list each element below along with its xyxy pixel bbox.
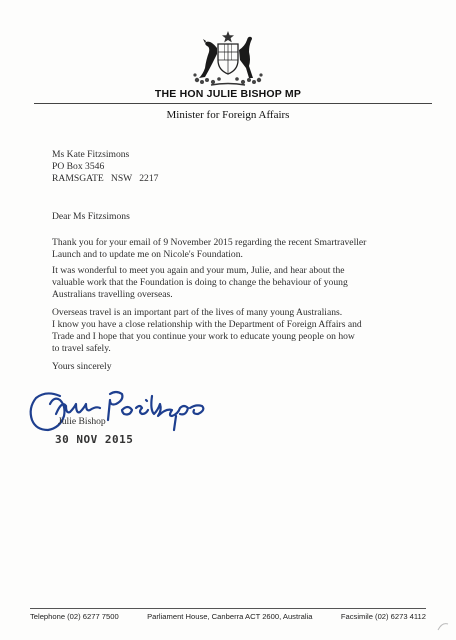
footer <box>30 612 426 621</box>
page-corner-mark-icon <box>436 620 450 632</box>
letterhead-divider <box>34 103 432 104</box>
footer-address: Parliament House, Canberra ACT 2600, Australia <box>147 612 313 621</box>
paragraph-1-line-2: Launch and to update me on Nicole's Foundation. <box>52 249 243 260</box>
paragraph-3-line-1: Overseas travel is an important part of the lives of many young Australians. <box>52 307 343 318</box>
salutation: Dear Ms Fitzsimons <box>52 211 130 222</box>
closing: Yours sincerely <box>52 361 112 372</box>
signatory-name: Julie Bishop <box>58 416 106 427</box>
paragraph-2-line-1: It was wonderful to meet you again and your mum, Julie, and hear about the <box>52 265 345 276</box>
paragraph-3-line-4: to travel safely. <box>52 343 111 354</box>
letterhead-subtitle: Minister for Foreign Affairs <box>166 109 290 121</box>
recipient-locality: RAMSGATE NSW 2217 <box>52 173 159 184</box>
paragraph-2-line-2: valuable work that the Foundation is doing to change the behaviour of young <box>52 277 348 288</box>
recipient-address: PO Box 3546 <box>52 161 105 172</box>
date-stamp: 30 NOV 2015 <box>55 433 134 446</box>
paragraph-2-line-3: Australians travelling overseas. <box>52 289 173 300</box>
handwritten-signature <box>26 386 218 434</box>
footer-facsimile: Facsimile (02) 6273 4112 <box>340 612 426 621</box>
footer-telephone: Telephone (02) 6277 7500 <box>30 612 119 621</box>
coat-of-arms-icon <box>191 30 265 88</box>
footer-divider <box>30 608 426 609</box>
paragraph-3-line-2: I know you have a close relationship with the Department of Foreign Affairs and <box>52 319 362 330</box>
paragraph-1-line-1: Thank you for your email of 9 November 2015 regarding the recent Smartraveller <box>52 237 367 248</box>
letterhead-title: THE HON JULIE BISHOP MP <box>154 88 302 100</box>
paragraph-3-line-3: Trade and I hope that you continue your work to educate young people on how <box>52 331 355 342</box>
recipient-name: Ms Kate Fitzsimons <box>52 149 130 160</box>
